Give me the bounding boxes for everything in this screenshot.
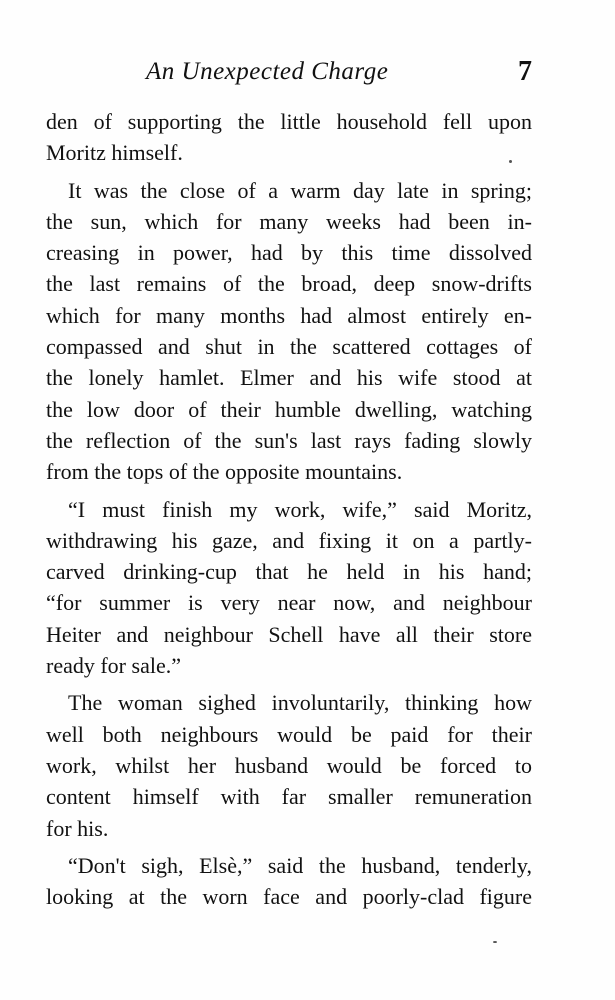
- text-line: The woman sighed involuntarily, thinking how: [68, 690, 532, 716]
- text-line: the lonely hamlet. Elmer and his wife stood at: [46, 365, 532, 391]
- text-line: from the tops of the opposite mountains.: [46, 459, 403, 485]
- text-line: the low door of their humble dwelling, watching: [46, 396, 532, 422]
- text-line: It was the close of a warm day late in spring;: [68, 177, 532, 203]
- text-line: content himself with far smaller remuneration: [46, 784, 532, 810]
- print-speck: [493, 941, 497, 943]
- text-line: work, whilst her husband would be forced to: [46, 752, 532, 778]
- text-line: carved drinking-cup that he held in his hand;: [46, 559, 532, 585]
- page-number: 7: [518, 56, 532, 87]
- text-line: which for many months had almost entirely en-: [46, 302, 532, 328]
- running-head: [46, 58, 532, 92]
- running-title: An Unexpected Charge: [146, 58, 389, 85]
- text-line: Moritz himself.: [46, 140, 183, 166]
- text-line: the last remains of the broad, deep snow-drifts: [46, 271, 532, 297]
- text-line: “Don't sigh, Elsè,” said the husband, tenderly,: [68, 852, 532, 878]
- text-line: “I must finish my work, wife,” said Moritz,: [68, 496, 532, 522]
- text-line: withdrawing his gaze, and fixing it on a partly-: [46, 527, 532, 553]
- text-line: the sun, which for many weeks had been in-: [46, 208, 532, 234]
- text-line: “for summer is very near now, and neighbour: [46, 590, 532, 616]
- text-line: for his.: [46, 815, 109, 841]
- text-line: den of supporting the little household fell upon: [46, 109, 532, 134]
- body-text: [46, 106, 532, 912]
- text-line: Heiter and neighbour Schell have all their store: [46, 621, 532, 647]
- text-line: creasing in power, had by this time dissolved: [46, 240, 532, 266]
- text-line: well both neighbours would be paid for their: [46, 721, 532, 747]
- text-line: compassed and shut in the scattered cottages of: [46, 334, 532, 360]
- print-speck: [509, 160, 512, 163]
- text-line: ready for sale.”: [46, 653, 181, 679]
- text-line: looking at the worn face and poorly-clad figure: [46, 884, 532, 910]
- text-line: the reflection of the sun's last rays fading slowly: [46, 427, 532, 453]
